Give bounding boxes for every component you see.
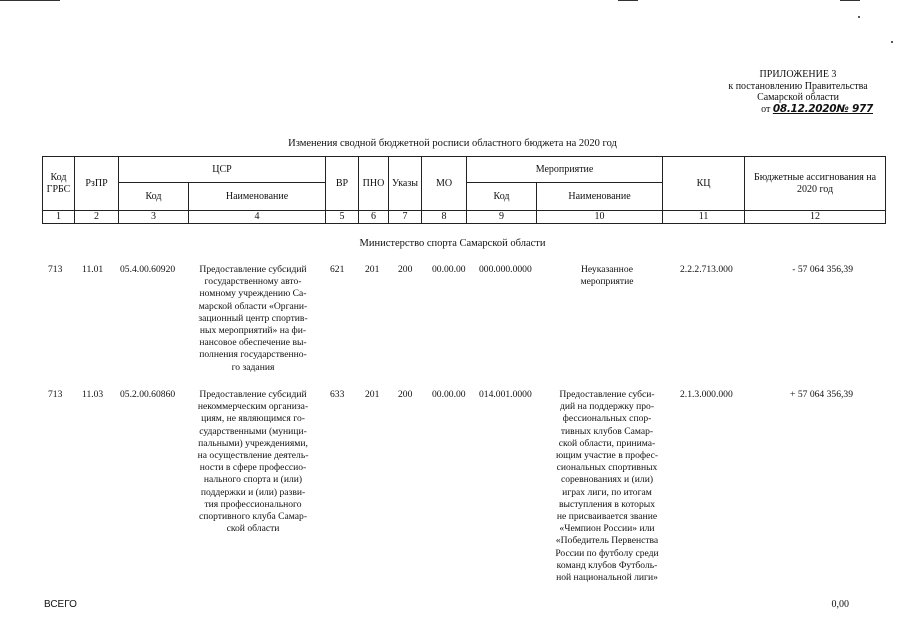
event-name-line: сиональных спортивных bbox=[556, 462, 658, 474]
col-number: 3 bbox=[119, 211, 189, 224]
csr-name-line: зационный центр спортив- bbox=[198, 312, 308, 324]
event-name-line: выступления в которых bbox=[558, 498, 656, 510]
appendix-block bbox=[713, 69, 883, 115]
event-name-line: Предоставление субси- bbox=[559, 389, 655, 400]
event-name-line: России по футболу среди bbox=[555, 547, 659, 559]
cell-ukazy: 200 bbox=[398, 389, 413, 400]
cell-csr-name bbox=[186, 264, 320, 374]
col-number: 2 bbox=[75, 211, 119, 224]
cell-csr-code: 05.4.00.60920 bbox=[120, 264, 176, 275]
csr-name-line: нансовое обеспечение вы- bbox=[199, 337, 307, 349]
col-header-kc: КЦ bbox=[663, 157, 745, 211]
col-header-mer-name: Наименование bbox=[537, 183, 663, 211]
cell-grbs: 713 bbox=[48, 389, 63, 400]
cell-amount: + 57 064 356,39 bbox=[790, 389, 853, 400]
cell-event-code: 000.000.0000 bbox=[479, 264, 532, 275]
col-number: 10 bbox=[537, 211, 663, 224]
cell-mo: 00.00.00 bbox=[432, 264, 466, 275]
document-title: Изменения сводной бюджетной росписи областного бюджета на 2020 год bbox=[288, 138, 617, 149]
csr-name-line: поддержки и (или) разви- bbox=[200, 486, 306, 498]
appendix-title: ПРИЛОЖЕНИЕ 3 bbox=[759, 69, 837, 80]
event-name-line: ной национальной лиги» bbox=[556, 572, 658, 584]
scan-artifact-line bbox=[840, 0, 860, 1]
col-number: 12 bbox=[745, 211, 886, 224]
col-number: 8 bbox=[422, 211, 467, 224]
col-header-rzpr: РзПР bbox=[75, 157, 119, 211]
csr-name-line: марской области «Органи- bbox=[198, 300, 308, 312]
col-number: 5 bbox=[326, 211, 359, 224]
col-header-csr-kod: Код bbox=[119, 183, 189, 211]
csr-name-line: го задания bbox=[231, 361, 275, 373]
event-name-line: тивных клубов Самар- bbox=[560, 425, 654, 437]
scan-artifact-line bbox=[0, 0, 60, 1]
scan-artifact-speck bbox=[891, 41, 893, 43]
cell-mo: 00.00.00 bbox=[432, 389, 466, 400]
event-name-line: «Победитель Первенства bbox=[555, 535, 659, 547]
appendix-line2: Самарской области bbox=[757, 92, 839, 103]
cell-kc: 2.1.3.000.000 bbox=[680, 389, 733, 400]
event-name-line: не присваивается звание bbox=[556, 511, 658, 523]
col-header-mo: МО bbox=[422, 157, 467, 211]
csr-name-line: ных мероприятий» на фи- bbox=[199, 325, 307, 337]
col-header-csr: ЦСР bbox=[119, 157, 326, 183]
cell-rzpr: 11.03 bbox=[82, 389, 104, 400]
event-name-line: ской области, принима- bbox=[558, 437, 656, 449]
col-header-meropriyatie: Мероприятие bbox=[467, 157, 663, 183]
handwritten-date-number: 08.12.2020№ 977 bbox=[772, 102, 873, 115]
event-name-line: ющим участие в профес- bbox=[555, 450, 659, 462]
col-header-mer-kod: Код bbox=[467, 183, 537, 211]
event-name-line: дий на поддержку про- bbox=[559, 401, 655, 413]
col-number: 4 bbox=[189, 211, 326, 224]
total-value: 0,00 bbox=[831, 599, 849, 610]
col-number: 1 bbox=[43, 211, 75, 224]
cell-event-code: 014.001.0000 bbox=[479, 389, 532, 400]
cell-pno: 201 bbox=[365, 389, 380, 400]
csr-name-line: сударственными (муници- bbox=[199, 425, 307, 437]
scan-artifact-line bbox=[618, 0, 638, 1]
col-header-pno: ПНО bbox=[359, 157, 389, 211]
event-name-line: команд клубов Футболь- bbox=[556, 559, 658, 571]
cell-amount: - 57 064 356,39 bbox=[792, 264, 853, 275]
csr-name-line: государственному авто- bbox=[204, 276, 302, 288]
csr-name-line: номному учреждению Са- bbox=[199, 288, 307, 300]
csr-name-line: нального спорта и (или) bbox=[203, 474, 303, 486]
appendix-line1: к постановлению Правительства bbox=[728, 80, 868, 92]
col-header-kod-grbs: Код ГРБС bbox=[43, 157, 75, 211]
col-number: 7 bbox=[389, 211, 422, 224]
date-prefix: от bbox=[761, 103, 771, 115]
event-name-line: мероприятие bbox=[580, 276, 634, 288]
cell-csr-name bbox=[186, 389, 320, 535]
cell-vr: 633 bbox=[330, 389, 345, 400]
col-number: 6 bbox=[359, 211, 389, 224]
scan-artifact-speck bbox=[858, 16, 860, 18]
col-header-ukazy: Указы bbox=[389, 157, 422, 211]
appendix-date-line bbox=[713, 104, 883, 116]
cell-vr: 621 bbox=[330, 264, 345, 275]
col-header-budget: Бюджетные ассигнования на 2020 год bbox=[745, 157, 886, 211]
csr-name-line: некоммерческим организа- bbox=[197, 401, 309, 413]
event-name-line: Неуказанное bbox=[580, 264, 633, 275]
csr-name-line: Предоставление субсидий bbox=[199, 264, 307, 275]
col-header-csr-name: Наименование bbox=[189, 183, 326, 211]
col-number: 11 bbox=[663, 211, 745, 224]
csr-name-line: циям, не являющимся го- bbox=[201, 413, 305, 425]
event-name-line: соревнованиях и (или) bbox=[560, 474, 654, 486]
event-name-line: «Чемпион России» или bbox=[559, 523, 655, 535]
header-table bbox=[42, 156, 886, 224]
csr-name-line: Предоставление субсидий bbox=[199, 389, 307, 400]
cell-kc: 2.2.2.713.000 bbox=[680, 264, 733, 275]
cell-event-name bbox=[546, 264, 668, 288]
cell-ukazy: 200 bbox=[398, 264, 413, 275]
csr-name-line: ской области bbox=[226, 523, 280, 535]
total-label: ВСЕГО bbox=[44, 599, 77, 610]
cell-rzpr: 11.01 bbox=[82, 264, 104, 275]
col-number: 9 bbox=[467, 211, 537, 224]
csr-name-line: тия профессионального bbox=[204, 498, 302, 510]
event-name-line: играх лиги, по итогам bbox=[562, 486, 652, 498]
cell-event-name bbox=[546, 389, 668, 584]
cell-grbs: 713 bbox=[48, 264, 63, 275]
csr-name-line: на осуществление деятель- bbox=[197, 450, 309, 462]
cell-csr-code: 05.2.00.60860 bbox=[120, 389, 176, 400]
cell-pno: 201 bbox=[365, 264, 380, 275]
csr-name-line: пальными) учреждениями, bbox=[198, 437, 308, 449]
csr-name-line: спортивного клуба Самар- bbox=[198, 511, 308, 523]
event-name-line: фессиональных спор- bbox=[562, 413, 652, 425]
col-header-vr: ВР bbox=[326, 157, 359, 211]
csr-name-line: полнения государственно- bbox=[199, 349, 307, 361]
section-title: Министерство спорта Самарской области bbox=[359, 238, 546, 249]
csr-name-line: ности в сфере профессио- bbox=[199, 462, 307, 474]
